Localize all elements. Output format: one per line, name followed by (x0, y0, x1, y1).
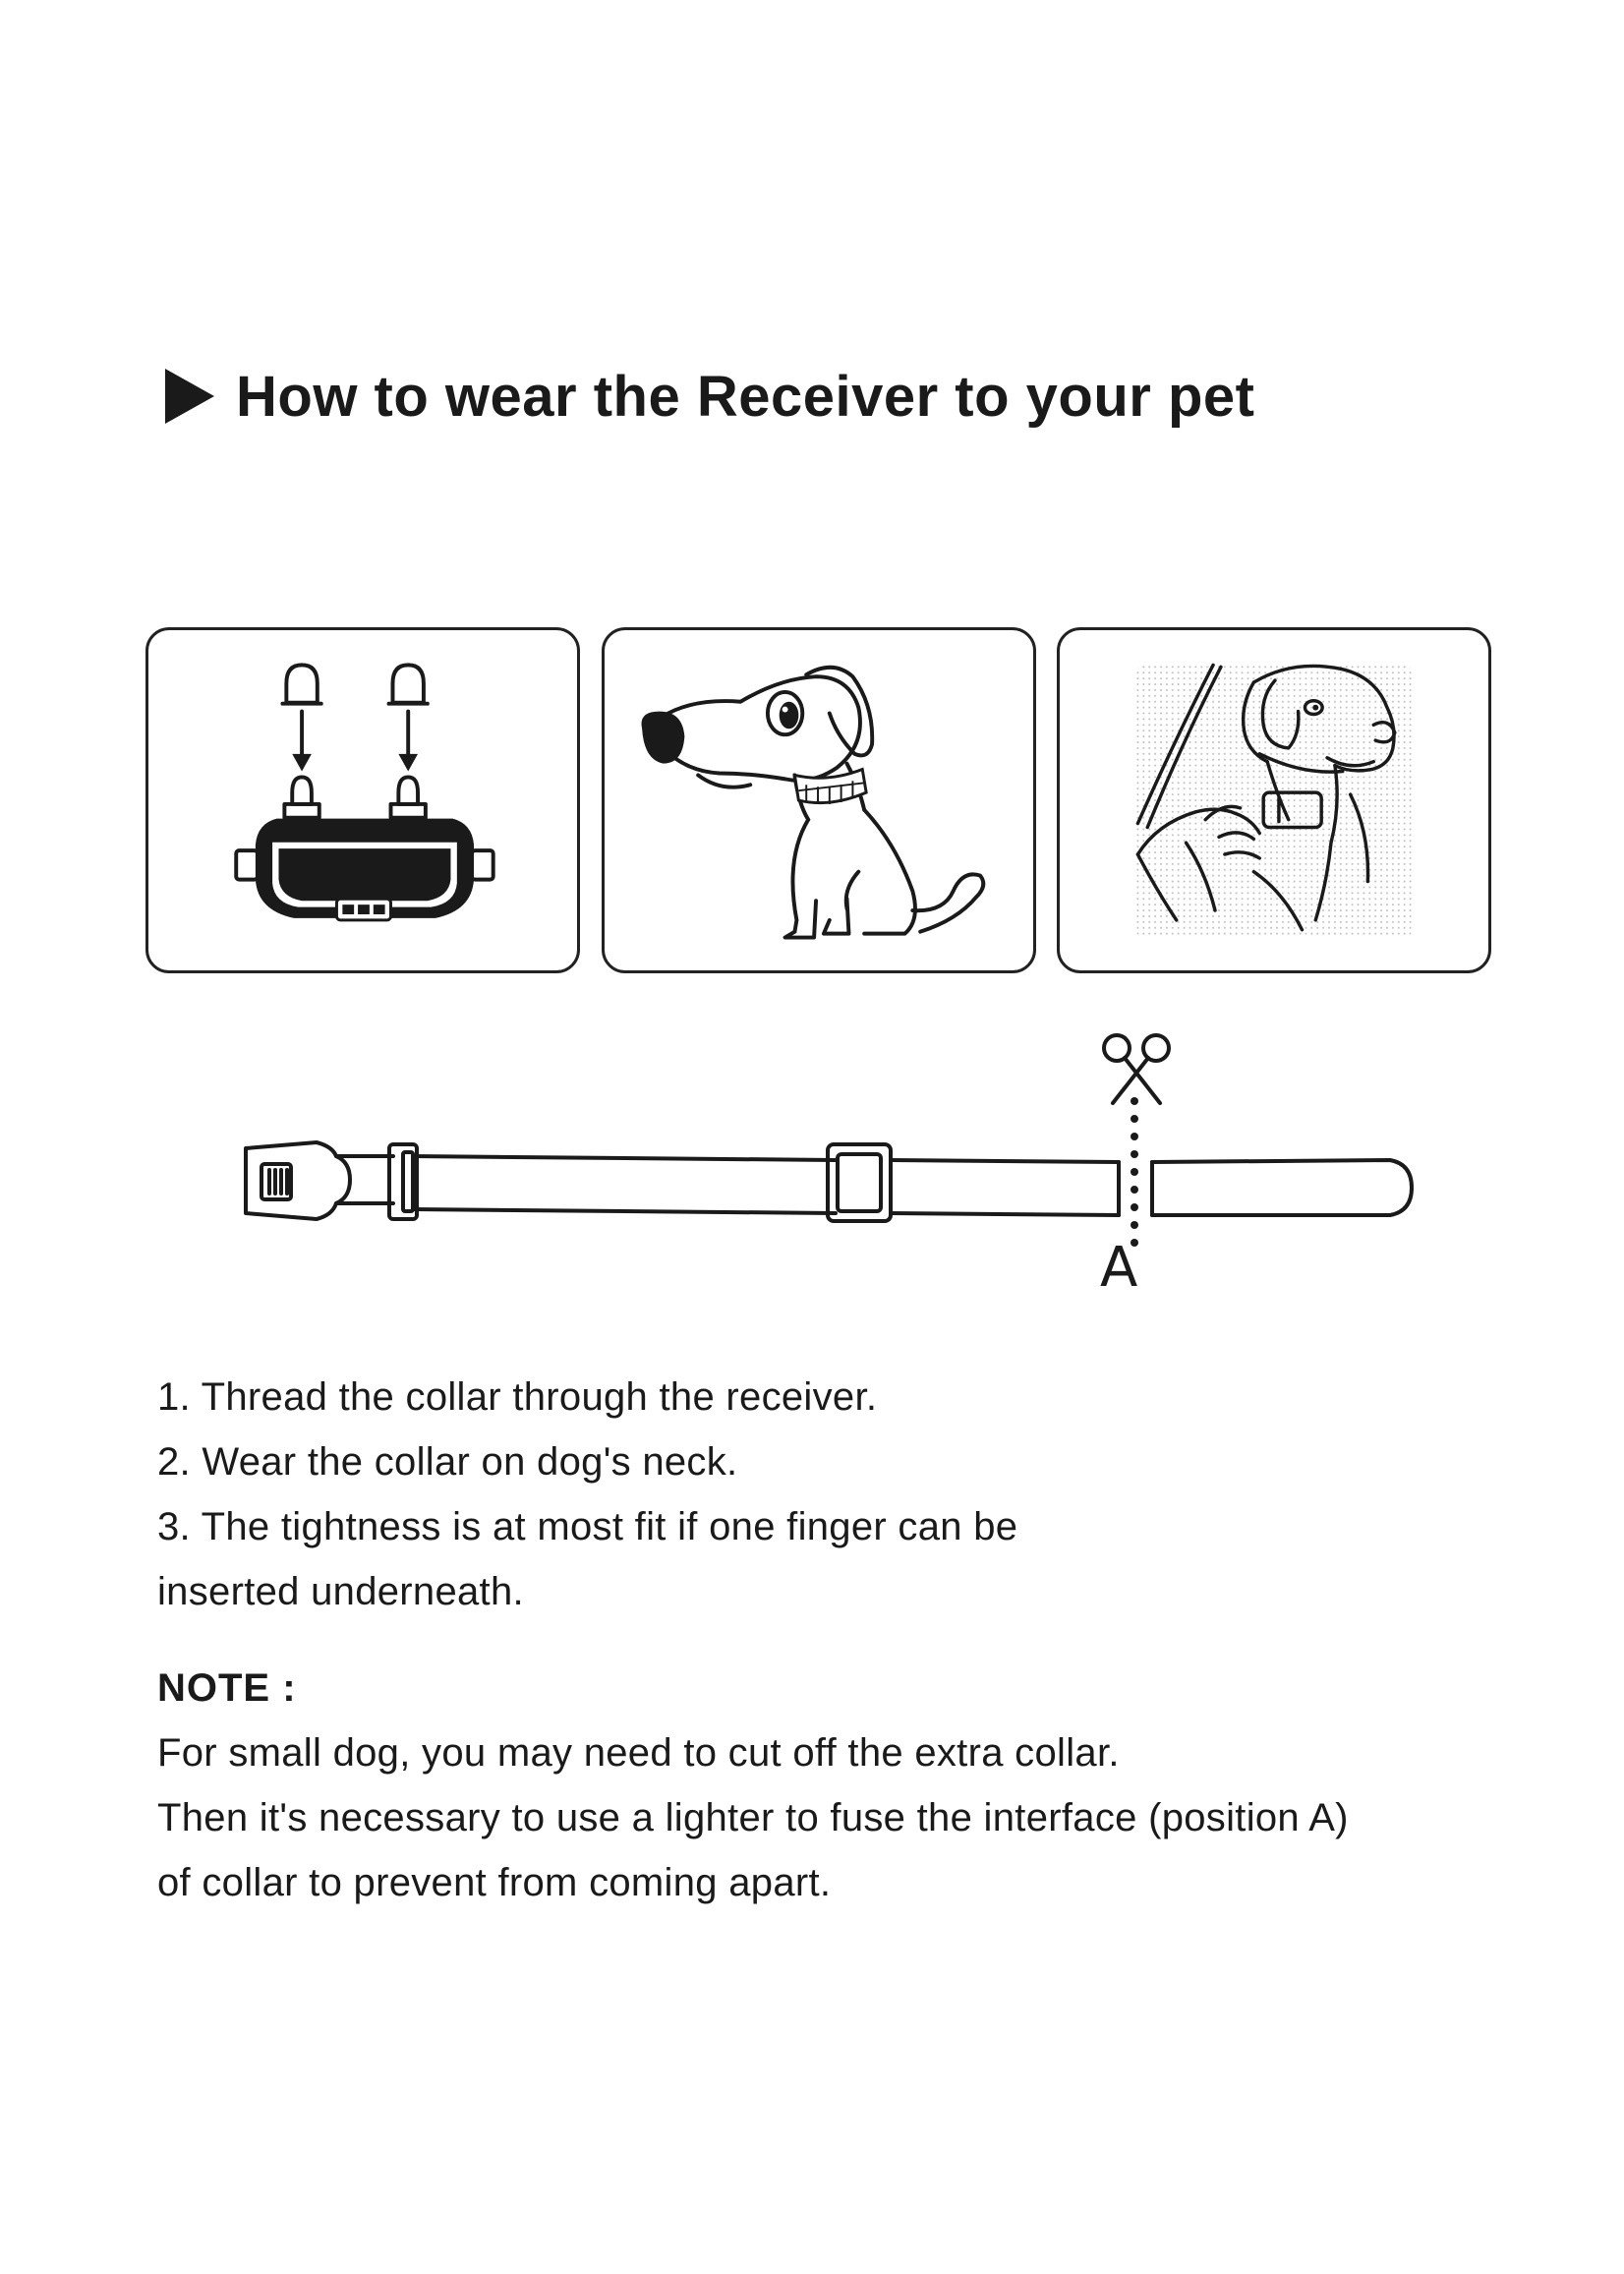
instruction-steps (157, 1365, 1534, 1624)
collar-strap-illustration (226, 1032, 1425, 1317)
scissors-icon (1104, 1035, 1169, 1103)
page-title: How to wear the Receiver to your pet (236, 364, 1255, 429)
note-heading: NOTE : (157, 1666, 297, 1710)
dog-wearing-collar-icon (605, 630, 1033, 970)
section-title-row (165, 362, 1254, 431)
note-line: For small dog, you may need to cut off the extra collar. (157, 1731, 1120, 1775)
note-section (157, 1656, 1553, 1915)
illustration-panel-adjust (1057, 627, 1491, 973)
illustration-panel-dog (602, 627, 1036, 973)
step-line: 1. Thread the collar through the receiver. (157, 1375, 878, 1419)
collar-cut-diagram (226, 1032, 1425, 1317)
cut-position-label: A (1100, 1236, 1138, 1300)
step-line: inserted underneath. (157, 1570, 524, 1613)
receiver-with-probes-icon (148, 630, 577, 970)
step-line: 2. Wear the collar on dog's neck. (157, 1440, 738, 1484)
step-line: 3. The tightness is at most fit if one finger can be (157, 1505, 1018, 1548)
play-triangle-icon (165, 369, 214, 424)
note-line: Then it's necessary to use a lighter to fuse the interface (position A) (157, 1796, 1349, 1839)
note-line: of collar to prevent from coming apart. (157, 1861, 832, 1904)
illustration-panel-receiver (145, 627, 580, 973)
hand-adjusting-collar-icon (1060, 630, 1488, 970)
